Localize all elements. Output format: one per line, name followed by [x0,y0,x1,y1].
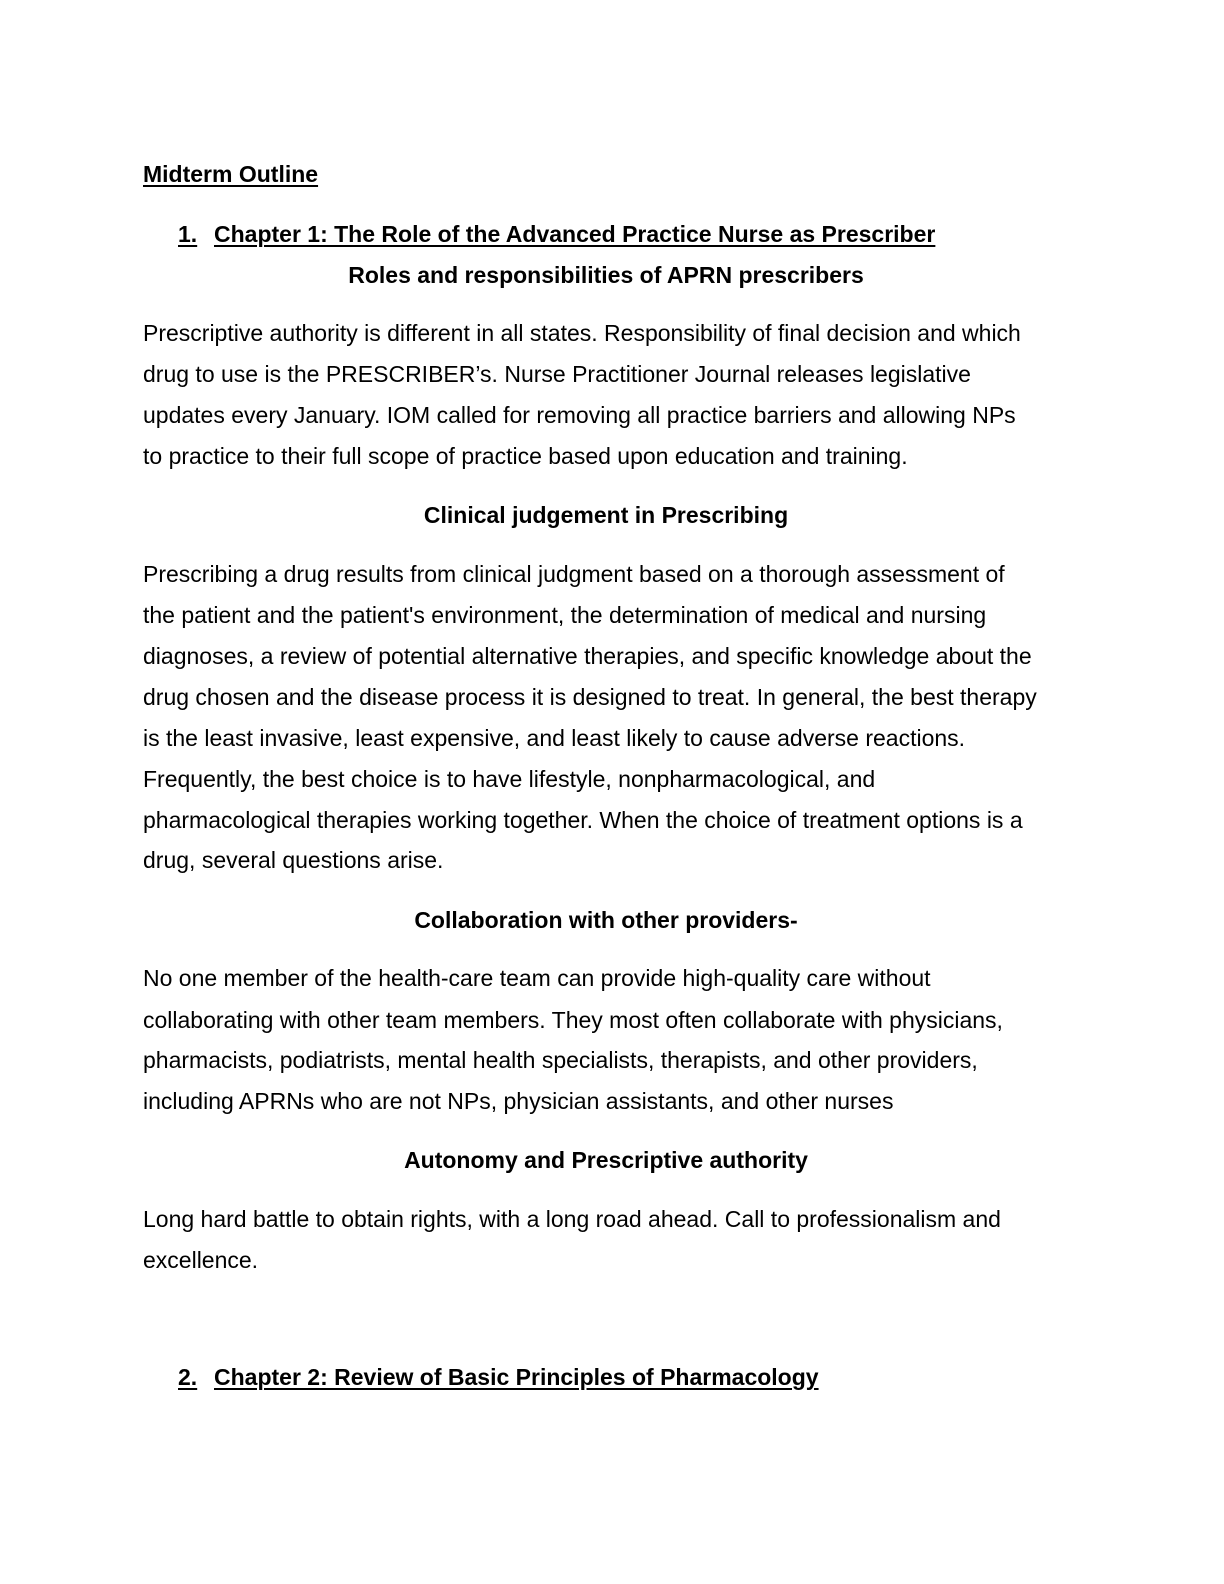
paragraph-line: drug chosen and the disease process it is designed to treat. In general, the best therapy [143,684,1037,710]
paragraph-line: diagnoses, a review of potential alternative therapies, and specific knowledge about the [143,643,1032,669]
chapter-2-number: 2. [178,1364,198,1390]
section-heading-autonomy: Autonomy and Prescriptive authority [404,1147,808,1173]
paragraph-line: drug, several questions arise. [143,847,444,873]
section-heading-roles: Roles and responsibilities of APRN prescribers [348,262,864,288]
paragraph-line: to practice to their full scope of practice based upon education and training. [143,443,908,469]
section-heading-collaboration: Collaboration with other providers- [414,907,798,933]
paragraph-line: excellence. [143,1247,259,1273]
paragraph-line: Prescribing a drug results from clinical judgment based on a thorough assessment of [143,561,1005,587]
paragraph-line: No one member of the health-care team can provide high-quality care without [143,965,931,991]
paragraph-line: Long hard battle to obtain rights, with a long road ahead. Call to professionalism and [143,1206,1001,1232]
chapter-2-heading: Chapter 2: Review of Basic Principles of Pharmacology [214,1364,819,1390]
chapter-1-number: 1. [178,221,198,247]
paragraph-line: updates every January. IOM called for removing all practice barriers and allowing NPs [143,402,1016,428]
paragraph-line: pharmacists, podiatrists, mental health specialists, therapists, and other providers, [143,1047,978,1073]
paragraph-line: collaborating with other team members. They most often collaborate with physicians, [143,1007,1003,1033]
section-heading-clinical-judgement: Clinical judgement in Prescribing [423,502,789,528]
paragraph-line: Prescriptive authority is different in all states. Responsibility of final decision and which [143,320,1021,346]
paragraph-line: including APRNs who are not NPs, physician assistants, and other nurses [143,1088,894,1114]
paragraph-line: pharmacological therapies working together. When the choice of treatment options is a [143,807,1023,833]
paragraph-line: is the least invasive, least expensive, and least likely to cause adverse reactions. [143,725,966,751]
paragraph-line: Frequently, the best choice is to have lifestyle, nonpharmacological, and [143,766,876,792]
paragraph-line: the patient and the patient's environment, the determination of medical and nursing [143,602,987,628]
paragraph-line: drug to use is the PRESCRIBER’s. Nurse Practitioner Journal releases legislative [143,361,971,387]
chapter-1-heading: Chapter 1: The Role of the Advanced Practice Nurse as Prescriber [214,221,936,247]
document-title: Midterm Outline [143,161,319,187]
